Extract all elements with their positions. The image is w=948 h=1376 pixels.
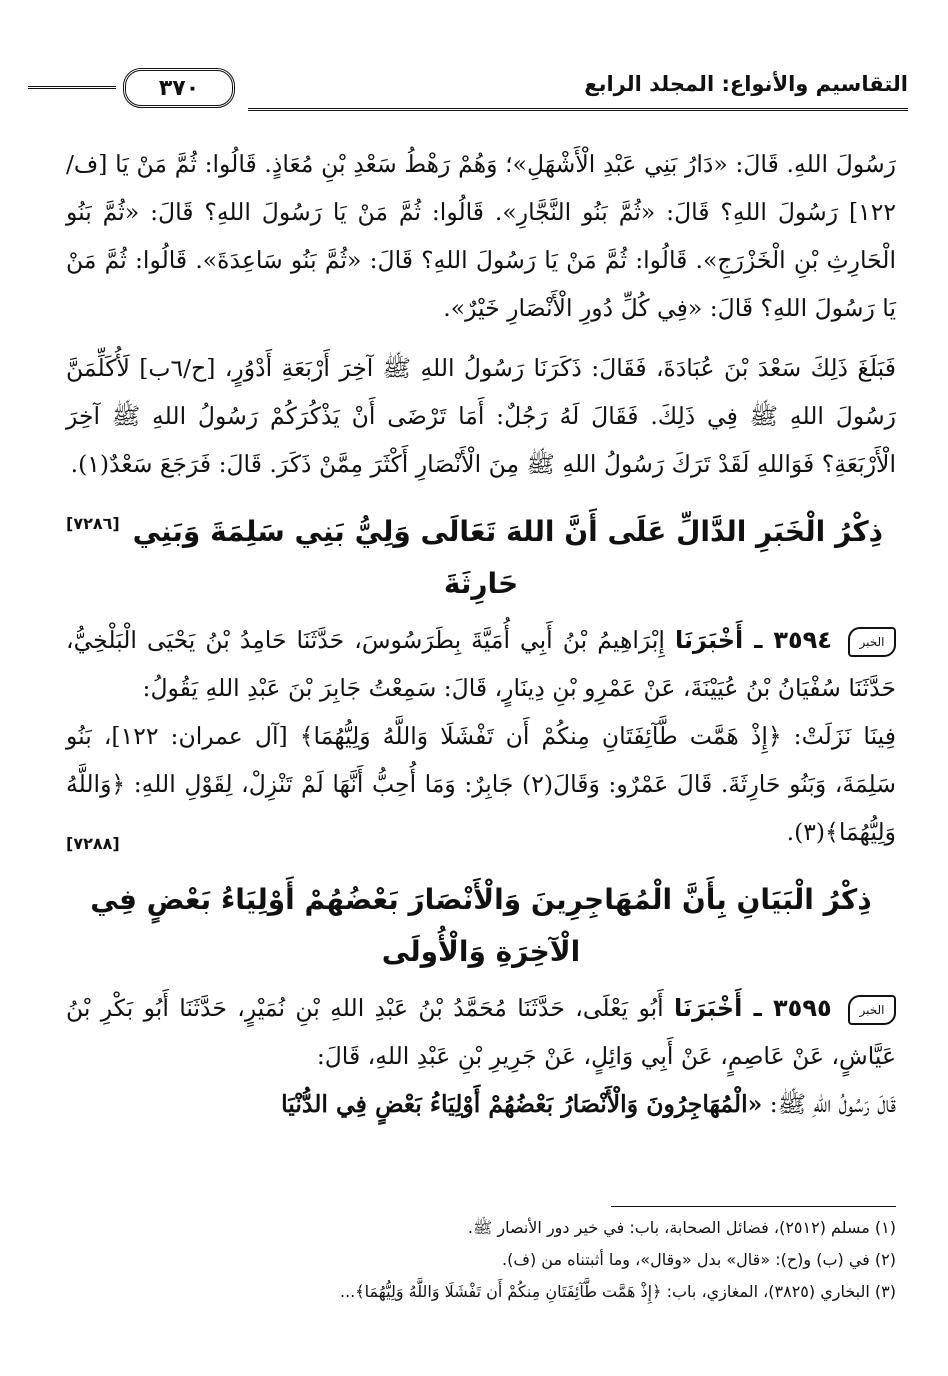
header-rule [248,108,908,111]
page-body [66,140,896,1128]
chapter-heading: ذِكْرُ الْخَبَرِ الدَّالِّ عَلَى أَنَّ اللهَ تَعَالَى وَلِيُّ بَنِي سَلِمَةَ وَبَنِي حَارِثَةَ [132,515,884,600]
footnote-separator [611,1206,896,1207]
hadith-3594 [66,616,896,712]
hadith-matn [66,1080,896,1128]
hadith-reference: [٧٢٨٦] [66,514,120,533]
hadith-number: ٣٥٩٥ ـ أَخْبَرَنَا [674,994,832,1022]
footnotes [66,1212,896,1308]
page-number: ٣٧٠ [123,68,235,108]
hadith-chain: أَبُو يَعْلَى، حَدَّثَنَا مُحَمَّدُ بْنُ عَبْدِ اللهِ بْنِ نُمَيْرٍ، حَدَّثَنَا أَبُو بَكْرِ بْنُ عَيَّاشٍ، عَنْ عَاصِمٍ، عَنْ أَبِي وَائِلٍ، عَنْ جَرِيرِ بْنِ عَبْدِ اللهِ، قَالَ: [66,994,896,1070]
hadith-number: ٣٥٩٤ ـ أَخْبَرَنَا [674,626,832,654]
hadith-3595 [66,984,896,1080]
header-rule-left [28,86,116,89]
paragraph-text: قَالَ رَسُولُ اللهِ ﷺ: [769,1090,896,1118]
hadith-reference: [٧٢٨٨] [66,834,120,853]
hadith-matn [66,712,896,856]
hadith-marker-icon: الخبر [848,995,896,1025]
running-title: التقاسيم والأنواع: المجلد الرابع [584,72,908,96]
prophetic-saying: «الْمُهَاجِرُونَ وَالْأَنْصَارُ بَعْضُهُمْ أَوْلِيَاءُ بَعْضٍ فِي الدُّنْيَا [281,1090,763,1118]
paragraph-continued: رَسُولَ اللهِ. قَالَ: «دَارُ بَنِي عَبْدِ الْأَشْهَلِ»؛ وَهُمْ رَهْطُ سَعْدِ بْنِ مُعَاذٍ. قَالُوا: ثُمَّ مَنْ يَا [ف/١٢٢] رَسُولَ اللهِ؟ قَالَ: «ثُمَّ بَنُو النَّجَّارِ». قَالُوا: ثُمَّ مَنْ يَا رَسُولَ اللهِ؟ قَالَ: «ثُمَّ بَنُو الْحَارِثِ بْنِ الْخَزْرَجِ». قَالُوا: ثُمَّ مَنْ يَا رَسُولَ اللهِ؟ قَالَ: «ثُمَّ بَنُو سَاعِدَةَ». قَالُوا: ثُمَّ مَنْ يَا رَسُولَ اللهِ؟ قَالَ: «فِي كُلِّ دُورِ الْأَنْصَارِ خَيْرٌ». [66,150,896,322]
hadith-chain: إِبْرَاهِيمُ بْنُ أَبِي أُمَيَّةَ بِطَرَسُوسَ، حَدَّثَنَا حَامِدُ بْنُ يَحْيَى الْبَلْخِيُّ، حَدَّثَنَا سُفْيَانُ بْنُ عُيَيْنَةَ، عَنْ عَمْرِو بْنِ دِينَارٍ، قَالَ: سَمِعْتُ جَابِرَ بْنَ عَبْدِ اللهِ يَقُولُ: [66,626,896,702]
page-header [28,68,908,118]
hadith-marker-icon: الخبر [848,627,896,657]
chapter-heading: ذِكْرُ الْبَيَانِ بِأَنَّ الْمُهَاجِرِينَ وَالْأَنْصَارَ بَعْضُهُمْ أَوْلِيَاءُ بَعْضٍ فِي الْآخِرَةِ وَالْأُولَى [90,883,872,968]
paragraph-text: فَبَلَغَ ذَلِكَ سَعْدَ بْنَ عُبَادَةَ، فَقَالَ: ذَكَرَنَا رَسُولُ اللهِ ﷺ آخِرَ أَرْبَعَةِ أَدْوُرٍ، [ح/٦ب] لَأُكَلِّمَنَّ رَسُولَ اللهِ ﷺ فِي ذَلِكَ. فَقَالَ لَهُ رَجُلٌ: أَمَا تَرْضَى أَنْ يَذْكُرَكُمْ رَسُولُ اللهِ ﷺ آخِرَ الْأَرْبَعَةِ؟ فَوَاللهِ لَقَدْ تَرَكَ رَسُولُ اللهِ ﷺ مِنَ الْأَنْصَارِ أَكْثَرَ مِمَّنْ ذَكَرَ. قَالَ: فَرَجَعَ سَعْدٌ(١). [66,354,897,478]
paragraph-sad-ibn-ubada [66,344,897,533]
footnote: (٢) في (ب) و(ح): «قال» بدل «وقال»، وما أثبتناه من (ف). [502,1250,896,1269]
footnote: (١) مسلم (٢٥١٢)، فضائل الصحابة، باب: في خير دور الأنصار ﷺ. [467,1218,896,1237]
paragraph-text: فِينَا نَزَلَتْ: ﴿إِذْ هَمَّت طَّآئِفَتَانِ مِنكُمْ أَن تَفْشَلَا وَاللَّهُ وَلِيُّهُمَا﴾ [آل عمران: ١٢٢]، بَنُو سَلِمَةَ، وَبَنُو حَارِثَةَ. قَالَ عَمْرٌو: وَقَالَ(٢) جَابِرٌ: وَمَا أُحِبُّ أَنَّهَا لَمْ تَنْزِلْ، لِقَوْلِ اللهِ: ﴿وَاللَّهُ وَلِيُّهُمَا﴾(٣). [66,722,896,846]
footnote: (٣) البخاري (٣٨٢٥)، المغازي، باب: ﴿إِذْ هَمَّت طَّآئِفَتَانِ مِنكُمْ أَن تَفْشَلَا وَاللَّهُ وَلِيُّهُمَا﴾... [340,1282,896,1301]
